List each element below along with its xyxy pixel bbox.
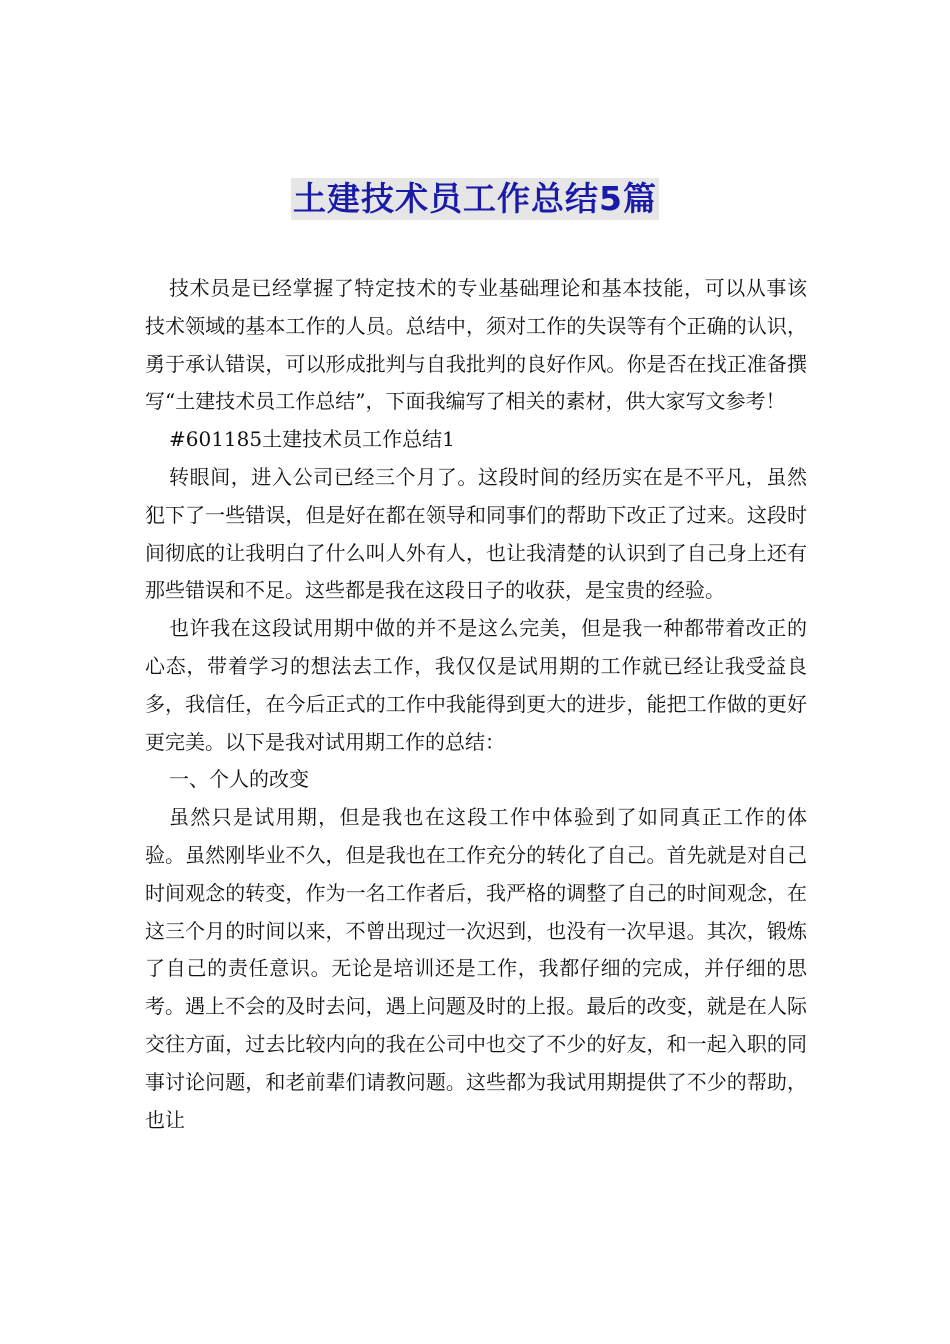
subsection-heading: 一、个人的改变 — [169, 767, 309, 792]
section-title: #601185土建技术员工作总结1 — [169, 427, 455, 452]
intro-paragraph: 技术员是已经掌握了特定技术的专业基础理论和基本技能，可以从事该技术领域的基本工作的人员。总结中，须对工作的失误等有个正确的认识，勇于承认错误，可以形成批判与自我批判的良好作风。你是否在找正准备撰写“土建技术员工作总结”，下面我编写了相关的素材，供大家写文参考！ — [145, 276, 807, 414]
body-paragraph: 虽然只是试用期，但是我也在这段工作中体验到了如同真正工作的体验。虽然刚毕业不久，但是我也在工作充分的转化了自己。首先就是对自己时间观念的转变，作为一名工作者后，我严格的调整了自己的时间观念，在这三个月的时间以来，不曾出现过一次迟到，也没有一次早退。其次，锻炼了自己的责任意识。无论是培训还是工作，我都仔细的完成，并仔细的思考。遇上不会的及时去问，遇上问题及时的上报。最后的改变，就是在人际交往方面，过去比较内向的我在公司中也交了不少的好友，和一起入职的同事讨论问题，和老前辈们请教问题。这些都为我试用期提供了不少的帮助，也让 — [145, 805, 807, 1132]
title-container — [0, 178, 950, 220]
body-paragraph: 转眼间，进入公司已经三个月了。这段时间的经历实在是不平凡，虽然犯下了一些错误，但是好在都在领导和同事们的帮助下改正了过来。这段时间彻底的让我明白了什么叫人外有人，也让我清楚的认识到了自己身上还有那些错误和不足。这些都是我在这段日子的收获，是宝贵的经验。 — [145, 464, 807, 603]
body-paragraph: 也许我在这段试用期中做的并不是这么完美，但是我一种都带着改正的心态，带着学习的想法去工作，我仅仅是试用期的工作就已经让我受益良多，我信任，在今后正式的工作中我能得到更大的进步，能把工作做的更好更完美。以下是我对试用期工作的总结： — [145, 616, 807, 754]
document-title: 土建技术员工作总结5篇 — [293, 179, 657, 218]
document-body — [145, 270, 807, 1139]
